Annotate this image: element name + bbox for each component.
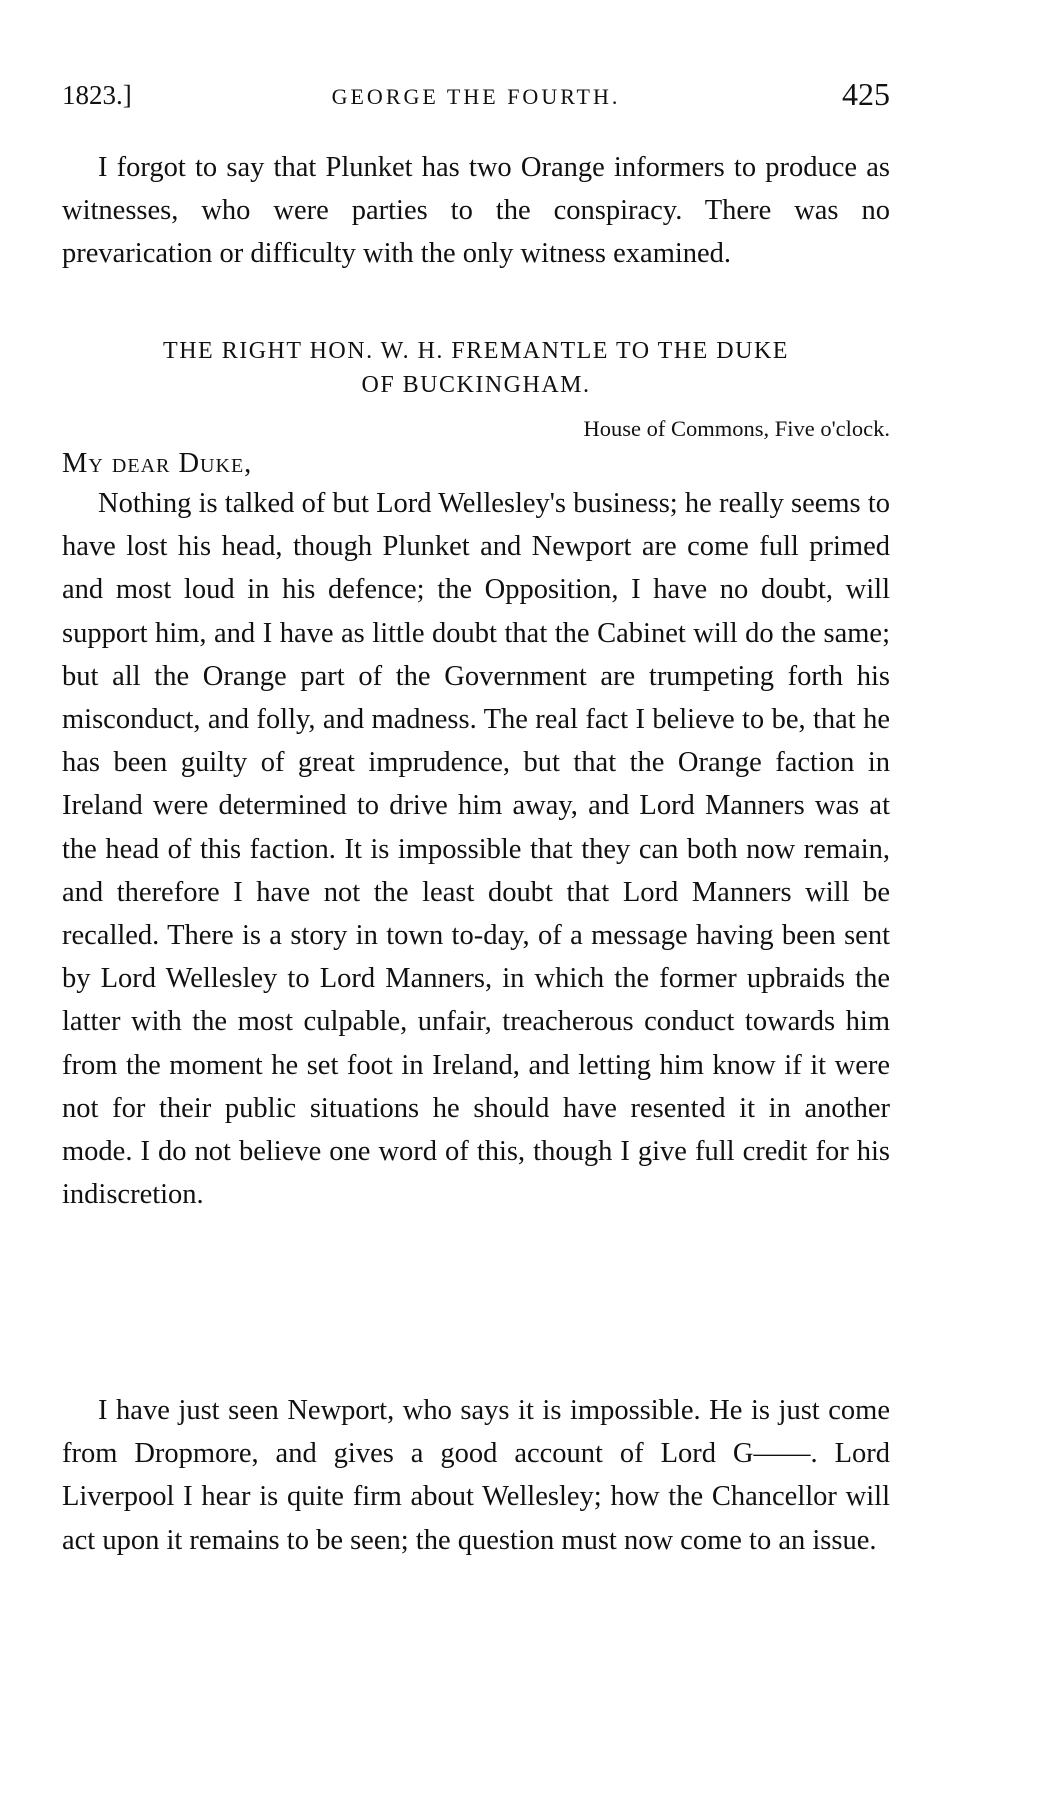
letter-heading-line-1: THE RIGHT HON. W. H. FREMANTLE TO THE DUKE bbox=[163, 338, 789, 364]
letter-salutation: My dear Duke, bbox=[62, 448, 253, 479]
intro-paragraph: I forgot to say that Plunket has two Orange informers to produce as witnesses, who were parties to the conspiracy. There was no prevarication or difficulty with the only witness examined. bbox=[62, 152, 890, 270]
page-number: 425 bbox=[842, 76, 890, 112]
running-head-title: GEORGE THE FOURTH. bbox=[331, 84, 621, 109]
running-head-year: 1823.] bbox=[62, 80, 132, 110]
letter-paragraph-1: Nothing is talked of but Lord Wellesley's business; he really seems to have lost his head, though Plunket and Newport are come full primed and most loud in his defence; the Opposition, I have no doubt, will support him, and I have as little doubt that the Cabinet will do the same; but all the Orange part of the Government are trumpeting forth his misconduct, and folly, and madness. The real fact I believe to be, that he has been guilty of great imprudence, but that the Orange faction in Ireland were determined to drive him away, and Lord Manners was at the head of this faction. It is impossible that they can both now remain, and therefore I have not the least doubt that Lord Manners will be recalled. There is a story in town to-day, of a message having been sent by Lord Wellesley to Lord Manners, in which the former upbraids the latter with the most culpable, unfair, treacherous conduct towards him from the moment he set foot in Ireland, and letting him know if it were not for their public situations he should have resented it in another mode. I do not believe one word of this, though I give full credit for his indiscretion. bbox=[62, 488, 890, 1211]
running-head bbox=[62, 72, 890, 112]
letter-heading-line-2: OF BUCKINGHAM. bbox=[361, 372, 591, 398]
letter-heading bbox=[62, 334, 890, 402]
letter-paragraph-2: I have just seen Newport, who says it is impossible. He is just come from Dropmore, and gives a good account of Lord G——. Lord Liverpool I hear is quite firm about Wellesley; how the Chancellor will act upon it remains to be seen; the question must now come to an issue. bbox=[62, 1395, 890, 1556]
letter-dateline: House of Commons, Five o'clock. bbox=[583, 416, 890, 441]
